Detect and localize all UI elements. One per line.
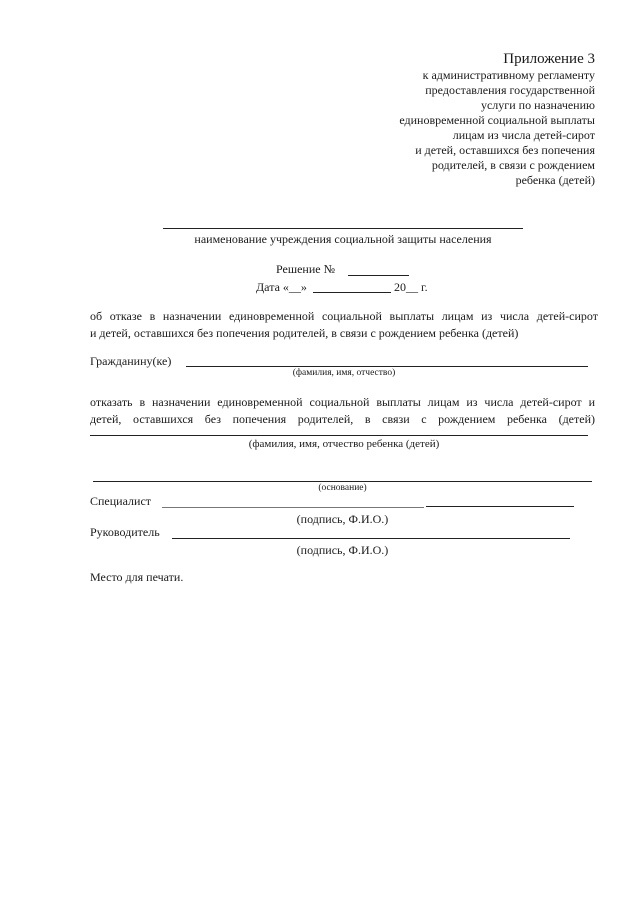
appendix-line: услуги по назначению	[480, 98, 595, 112]
head-caption: (подпись, Ф.И.О.)	[296, 543, 389, 557]
specialist-label: Специалист	[90, 494, 152, 508]
institution-name-line[interactable]	[163, 228, 523, 229]
appendix-line: предоставления государственной	[425, 83, 595, 97]
decision-date-year: 20__ г.	[394, 280, 428, 294]
stamp-place-label: Место для печати.	[90, 570, 184, 584]
decision-label: Решение №	[276, 262, 336, 276]
specialist-caption: (подпись, Ф.И.О.)	[296, 512, 389, 526]
decision-date-prefix: Дата «__»	[256, 280, 307, 294]
refusal-text: отказать в назначении единовременной социальной выплаты лицам из числа детей-сирот и детей, оставшихся без попечения родителей, в связи с рождением ребенка (детей)	[90, 395, 595, 426]
citizen-name-line[interactable]	[186, 366, 588, 367]
child-caption: (фамилия, имя, отчество ребенка (детей)	[248, 438, 440, 450]
basis-caption: (основание)	[318, 483, 367, 493]
basis-line[interactable]	[93, 481, 592, 482]
citizen-label: Гражданину(ке)	[90, 354, 172, 368]
citizen-caption: (фамилия, имя, отчество)	[292, 368, 396, 378]
institution-caption: наименование учреждения социальной защиты населения	[194, 232, 492, 246]
specialist-signature-line[interactable]	[162, 507, 424, 508]
decision-date-line[interactable]	[313, 292, 391, 293]
appendix-line: лицам из числа детей-сирот	[452, 128, 595, 142]
appendix-title: Приложение 3	[503, 51, 595, 67]
appendix-header	[399, 50, 595, 188]
head-signature-line[interactable]	[172, 538, 570, 539]
appendix-line: и детей, оставшихся без попечения	[415, 143, 595, 157]
appendix-line: ребенка (детей)	[515, 173, 595, 187]
head-label: Руководитель	[90, 525, 160, 539]
refusal-subject: об отказе в назначении единовременной социальной выплаты лицам из числа детей-сирот и детей, оставшихся без попечения родителей, в связи с рождением ребенка (детей)	[90, 309, 598, 340]
decision-number-line[interactable]	[348, 275, 409, 276]
appendix-line: единовременной социальной выплаты	[399, 113, 595, 127]
appendix-line: к административному регламенту	[422, 68, 595, 82]
appendix-line: родителей, в связи с рождением	[431, 158, 595, 172]
child-name-line[interactable]	[90, 435, 588, 436]
specialist-name-line[interactable]	[426, 506, 574, 507]
